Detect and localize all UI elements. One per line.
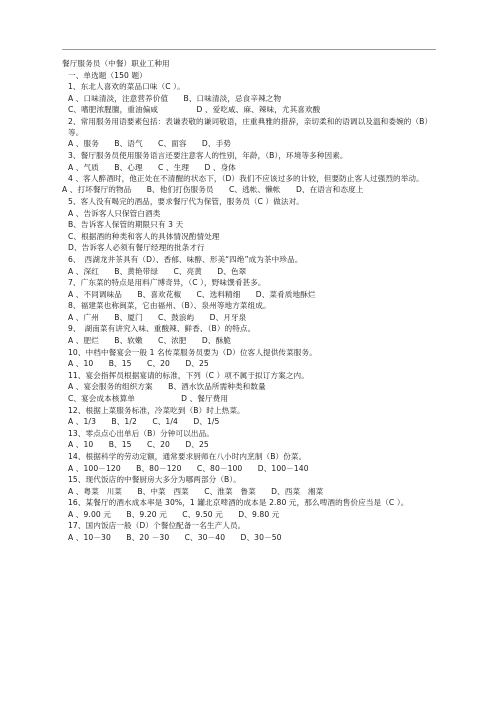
- text-line: D、告诉客人必须有餐厅经理的批条才行: [68, 243, 205, 253]
- text-line: A 、气质 B、心理 C 、生理 D 、身体: [68, 162, 236, 172]
- header-rule: [62, 49, 436, 50]
- text-line: A 、肥烂 B、软嫩 C、浓肥 D、酥脆: [68, 336, 231, 346]
- text-line: A 、不同调味品 B、喜欢花椒 C、选料精细 D、菜肴质地酥烂: [68, 289, 316, 299]
- text-line: B、告诉客人保管的期限只有 3 天: [68, 220, 184, 230]
- text-line: 6、 西湖龙井茶具有（D）、香郁、味醇、形美“四绝”成为茶中珍品。: [68, 254, 303, 264]
- text-line: 17、国内饭店一般（D）个餐位配备一名生产人员。: [68, 521, 246, 531]
- text-line: C、根据酒的种类和客人的具体情况酌情处理: [68, 231, 220, 241]
- text-line: 12、根据上菜服务标准，冷菜吃到（B）时上热菜。: [68, 405, 245, 415]
- text-line: A 、深红 B、黄艳带绿 C、亮黄 D、色翠: [68, 266, 247, 276]
- text-line: 13、零点点心出单后（B）分钟可以出品。: [68, 428, 214, 438]
- text-line: 9、 湖南菜有讲究入味、重酸辣、鲜香、（B）的特点。: [68, 324, 256, 334]
- text-line: A 、服务 B、语气 C、面容 D、手势: [68, 139, 231, 149]
- text-line: A 、粤菜 川菜 B、中菜 西菜 C、淮菜 鲁菜 D、西菜 湘菜: [68, 486, 324, 496]
- text-line: 11、宴会指挥员根据宴请的标准，下列（C ）项不属于拟订方案之内。: [68, 370, 309, 380]
- text-line: A 、100－120 B、80－120 C、80－100 D、100－140: [68, 463, 309, 473]
- text-line: 8、福建菜也称闽菜，它由福州、（B）、泉州等地方菜组成。: [68, 301, 271, 311]
- section-heading: 一、单选题（150 题）: [68, 70, 147, 80]
- text-line: A 、打坏餐厅的物品 B、他们打伤服务员 C、逃帐、懒帐 D、在语言和态度上: [62, 185, 364, 195]
- text-line: A 、1/3 B、1/2 C、1/4 D、1/5: [68, 417, 220, 427]
- text-line: 16、某餐厅的酒水成本率是 30%，1 罐北京啤酒的成本是 2.80 元，那么啤酒的售价应当是（C ）。: [68, 498, 409, 508]
- text-line: 10、中档中餐宴会一般 1 名传菜服务员要为（D）位客人提供传菜服务。: [68, 347, 317, 357]
- text-line: C、嗜肥浓腥膻，重油偏咸 D 、爱吃咸、麻、辣味，尤其喜欢酸: [68, 105, 321, 115]
- text-line: 15、现代饭店的中餐厨房大多分为哪两部分（B）。: [68, 475, 241, 485]
- text-line: 5、客人没有喝完的酒品，要求餐厅代为保管，服务员（C ）做法对。: [68, 196, 304, 206]
- text-line: A 、10 B、15 C、20 D、25: [68, 359, 209, 369]
- text-line: 1、东北人喜欢的菜品口味（C ）。: [68, 82, 185, 92]
- text-line: 7、广东菜的特点是用料广博奇异，（C ），野味馔肴甚多。: [68, 278, 266, 288]
- text-line: 14、根据科学的劳动定额，通常要求厨师在八小时内烹制（B）份菜。: [68, 452, 307, 462]
- text-line: A 、宴会服务的组织方案 B、酒水饮品所需种类和数量: [68, 382, 266, 392]
- document-body: [62, 58, 446, 543]
- text-line: 4 、客人醉酒时，他正处在不清醒的状态下，（D）我们不应该过多的计较，但要防止客人过强烈的举动。: [68, 174, 424, 184]
- text-line: 3、餐厅服务员使用服务语言还要注意客人的性别，年龄，（B），环境等多种因素。: [68, 150, 348, 160]
- text-line: A 、9.00 元 B、9.20 元 C、9.50 元 D、9.80 元: [68, 509, 280, 519]
- document-title: 餐厅服务员（中餐）职业工种用: [62, 59, 170, 68]
- text-line: A 、10－30 B、20 －30 C、30－40 D、30－50: [68, 532, 282, 542]
- text-line: C、宴会成本核算单 D 、餐厅费用: [68, 394, 229, 404]
- text-line: A 、10 B、15 C、20 D、25: [68, 440, 209, 450]
- text-line: A 、告诉客人只保管白酒类: [68, 208, 161, 218]
- text-line: 2、常用服务用语要素包括：表谦表敬的谦词敬语，庄重典雅的措辞，亲切柔和的语调以及温和委婉的（B）等。: [68, 116, 433, 138]
- text-line: A 、广州 B、厦门 C、鼓浪屿 D、月牙泉: [68, 312, 247, 322]
- text-line: A 、口味清淡，注意营养价值 B、口味清淡，忌食辛辣之物: [68, 93, 282, 103]
